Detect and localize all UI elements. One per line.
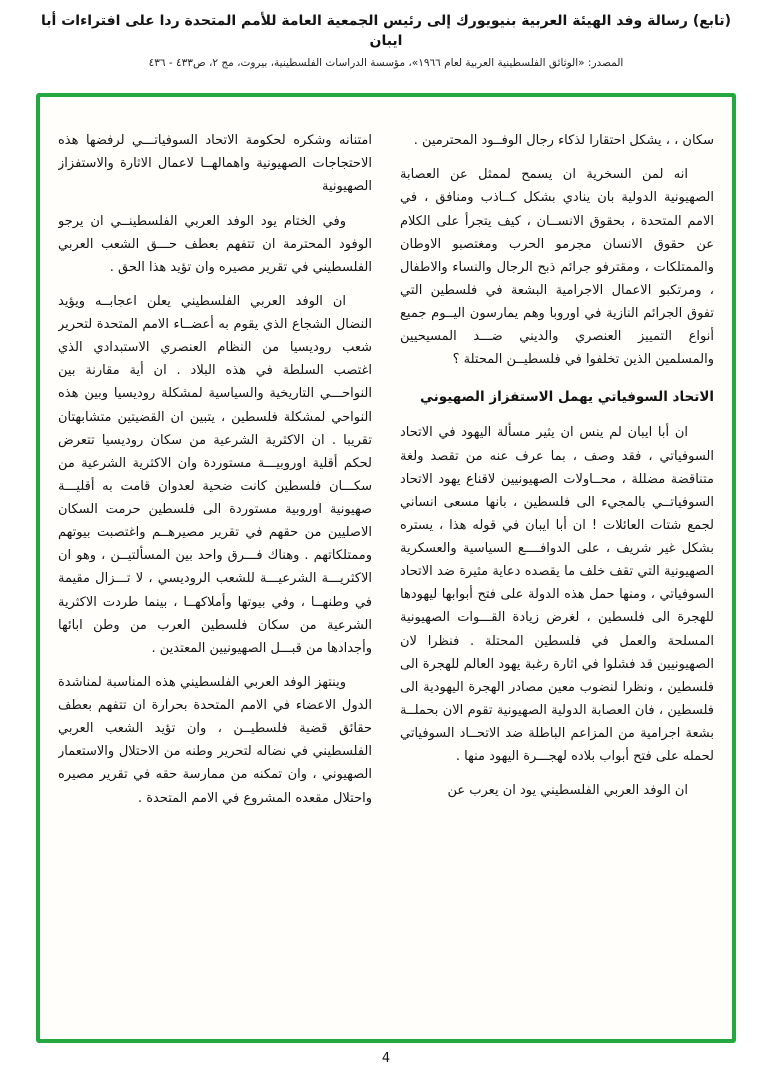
- paragraph: وينتهز الوفد العربي الفلسطيني هذه المناسبة لمناشدة الدول الاعضاء في الامم المتحدة بحرارة ان تتفهم بعطف حقائق قضية فلسطيــن ، وان تؤيد الشعب العربي الفلسطيني في نضاله لتحرير وطنه من الاحتلال والاستعمار الصهيوني ، وان تمكنه من ممارسة حقه في تقرير مصيره واحتلال مقعده المشروع في الامم المتحدة .: [58, 674, 372, 806]
- paragraph: امتنانه وشكره لحكومة الاتحاد السوفياتـــي لرفضها هذه الاحتجاجات الصهيونية واهمالهــا لاعمال الاثارة والاستفزاز الصهيونية: [58, 133, 372, 195]
- page-number: 4: [381, 1051, 391, 1066]
- paragraph: وفي الختام يود الوفد العربي الفلسطينــي ان يرجو الوفود المحترمة ان تتفهم بعطف حـــق الشعب العربي الفلسطيني في تقرير مصيره وان تؤيد هذا الحق .: [58, 213, 372, 275]
- document-header: [0, 0, 772, 69]
- two-column-layout: [58, 129, 714, 1021]
- paragraph: سكان ، ، يشكل احتقارا لذكاء رجال الوفــود المحترمين .: [413, 133, 714, 149]
- header-title: (تابع) رسالة وفد الهيئة العربية بنيويورك إلى رئيس الجمعية العامة للأمم المتحدة ردا على افتراءات أبا ايبان: [41, 13, 731, 49]
- paragraph: ان الوفد العربي الفلسطيني يعلن اعجابــه ويؤيد النضال الشجاع الذي يقوم به أعضــاء الامم المتحدة لتحرير شعب روديسيا من النظام العنصري الاستبدادي الذي اغتصب السلطة في هذه البلاد . ان أية مقارنة بين النواحـــي التاريخية والسياسية لمشكلة روديسيا وبين هذه النواحي لمشكلة فلسطين ، يتبين ان القضيتين متشابهتان تقريبا . ان الاكثرية الشرعية من سكان روديسيا تتعرض لحكم أقلية اوروبيـــة مستوردة وان الاكثرية الشرعية من سكـــان فلسطين كانت ضحية لعدوان قامت به أقليـــة صهيونية اوروبية مستوردة الى فلسطين حرمت السكان الاصليين من حقهم في تقرير مصيرهــم واغتصبت بيوتهم وممتلكاتهم . وهناك فـــرق واحد بين المسألتيــن ، وهو ان الاكثريـــة الشرعيـــة للشعب الروديسي ، لا تـــزال مقيمة في وطنهــا ، وفي بيوتها وأملاكهــا ، بينما طردت الاكثرية الشرعية من سكان فلسطين العرب من وطن ابائها وأجدادها من قبـــل الصهيونيين المعتدين .: [58, 293, 372, 656]
- paragraph: انه لمن السخرية ان يسمح لممثل عن العصابة الصهيونية الدولية بان ينادي بشكل كــاذب ومنافق ، في الامم المتحدة ، بحقوق الانســان ، كيف يتجرأ على الكلام عن حقوق الانسان مجرمو الحرب ومغتصبو الاوطان والممتلكات ، ومقترفو جرائم ذبح الرجال والنساء والاطفال ، ومرتكبو الاعمال الاجرامية البشعة في فلسطين التي تفوق الجرائم النازية في اوروبا وهم يمارسون اليــوم جميع أنواع التمييز العنصري والديني ضـــد المسيحيين والمسلمين الذين تخلفوا في فلسطيــن المحتلة ؟: [400, 167, 714, 368]
- header-source: المصدر: «الوثائق الفلسطينية العربية لعام ١٩٦٦»، مؤسسة الدراسات الفلسطينية، بيروت، مج ٢، ص٤٣٣ - ٤٣٦: [148, 57, 624, 70]
- right-column: [400, 129, 714, 1021]
- section-heading: الاتحاد السوفياتي يهمل الاستفزاز الصهيوني: [420, 389, 714, 406]
- left-column: [58, 129, 372, 1021]
- paragraph: ان الوفد العربي الفلسطيني يود ان يعرب عن: [447, 783, 688, 799]
- content-frame: [36, 93, 736, 1043]
- paragraph: ان أبا ايبان لم ينس ان يثير مسألة اليهود في الاتحاد السوفياتي ، فقد وصف ، بما عرف عنه من تقصد ولغة متناقضة مضللة ، محــاولات الصهيونيين لاقناع يهود الاتحاد السوفياتــي بالمجيء الى فلسطين ، بانها مسعى انساني لجمع شتات العائلات ! ان أبا ايبان في قوله هذا ، يستره بشكل غير شريف ، على الدوافــــع السياسية والعسكرية الصهيونية التي تقف خلف ما يقصده دعاية مثيرة ضد الاتحاد السوفياتي ، ومنها حمل هذه الدولة على فتح أبوابها ليهودها للهجرة الى فلسطين ، لغرض زيادة القـــوات الصهيونية المسلحة والعمل في فلسطين المحتلة . فنظرا لان الصهيونيين قد فشلوا في اثارة رغبة يهود العالم للهجرة الى فلسطين ، ونظرا لنضوب معين مصادر الهجرة اليهودية الى فلسطين ، فان العصابة الدولية الصهيونية تقوم الان بحملــة بشعة اجرامية من المزاعم الباطلة ضد الاتحــاد السوفياتي لحمله على فتح أبواب بلاده لهجـــرة اليهود منها .: [400, 425, 714, 765]
